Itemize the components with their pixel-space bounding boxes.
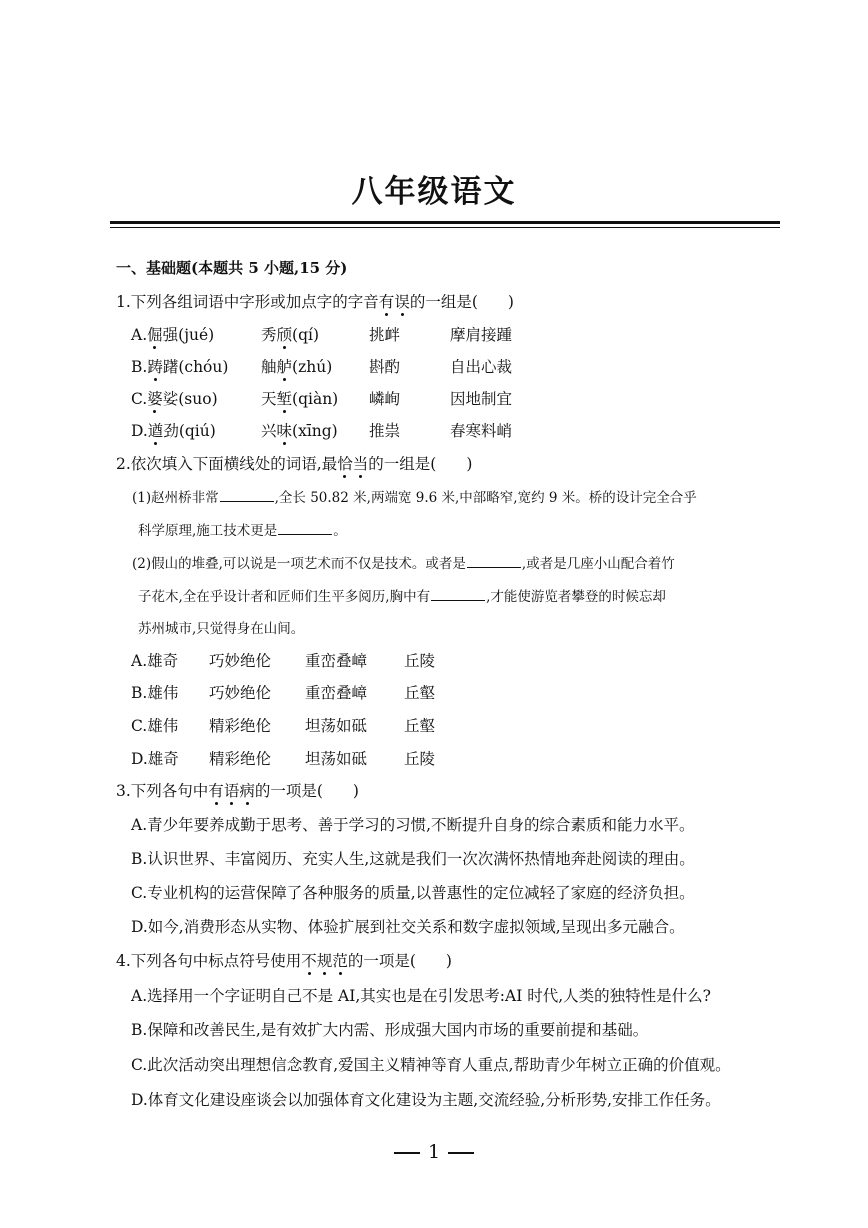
fill-blank-1: [220, 487, 274, 502]
question-2-passage-2-line-2: [138, 586, 666, 607]
q1-option-word-4: 春寒料峭: [450, 422, 513, 440]
question-2-passage-1-line-2: [138, 520, 347, 541]
q1-option-word-1: B.踌躇(chóu): [131, 358, 229, 376]
question-3-option-c: C.专业机构的运营保障了各种服务的质量,以普惠性的定位减轻了家庭的经济负担。: [131, 884, 695, 902]
question-2-text-after: 的一组是(: [368, 455, 437, 473]
q1-option-word-4: 因地制宜: [450, 390, 513, 408]
title-rule-thick: [110, 221, 780, 224]
question-4-option-b: B.保障和改善民生,是有效扩大内需、形成强大国内市场的重要前提和基础。: [131, 1021, 649, 1039]
passage-1-text-d: 。: [333, 523, 347, 539]
q2-option-cell: 丘壑: [404, 684, 436, 702]
section-heading: 一、基础题(本题共 5 小题,15 分): [116, 259, 348, 277]
q1-option-word-1: A.倔强(jué): [131, 326, 215, 344]
q2-option-cell: C.雄伟: [131, 717, 179, 735]
q1-option-word-3: 推祟: [369, 422, 401, 440]
q2-option-cell: 丘壑: [404, 717, 436, 735]
q2-option-cell: 重峦叠嶂: [305, 652, 368, 670]
question-3-option-b: B.认识世界、丰富阅历、充实人生,这就是我们一次次满怀热情地奔赴阅读的理由。: [131, 850, 695, 868]
passage-2-text-b: ,或者是几座小山配合着竹: [521, 556, 675, 572]
fill-blank-4: [431, 586, 485, 601]
q2-option-cell: 丘陵: [404, 750, 436, 768]
question-4-close: ): [445, 952, 452, 970]
question-2-passage-2-line-1: [132, 553, 675, 574]
passage-1-text-c: 科学原理,施工技术更是: [138, 523, 278, 539]
q2-option-cell: 坦荡如砥: [305, 717, 368, 735]
q1-option-word-1: D.遒劲(qiú): [131, 422, 216, 440]
question-3-close: ): [352, 782, 359, 800]
q2-option-cell: 丘陵: [404, 652, 436, 670]
page-number: 1: [427, 1141, 441, 1163]
footer-dash-left: [394, 1152, 420, 1154]
q2-option-cell: 坦荡如砥: [305, 750, 368, 768]
q1-option-word-1: C.婆娑(suo): [131, 390, 218, 408]
passage-1-text-a: (1)赵州桥非常: [132, 490, 219, 506]
question-4-option-a: A.选择用一个字证明自己不是 AI,其实也是在引发思考:AI 时代,人类的独特性是什么?: [131, 987, 711, 1005]
fill-blank-3: [467, 553, 521, 568]
footer-dash-right: [448, 1152, 474, 1154]
question-1-dotted: 有误: [378, 293, 410, 311]
q1-option-word-2: 秀颀(qí): [261, 326, 320, 344]
question-4-option-c: C.此次活动突出理想信念教育,爱国主义精神等育人重点,帮助青少年树立正确的价值观。: [131, 1056, 731, 1074]
fill-blank-2: [278, 520, 332, 535]
question-4-text-after: 的一项是(: [347, 952, 416, 970]
question-3-option-a: A.青少年要养成勤于思考、善于学习的习惯,不断提升自身的综合素质和能力水平。: [131, 816, 695, 834]
question-4-dotted: 不规范: [301, 952, 348, 970]
passage-1-text-b: ,全长 50.82 米,两端宽 9.6 米,中部略窄,宽约 9 米。桥的设计完全合乎: [274, 490, 697, 506]
q1-option-word-4: 自出心裁: [450, 358, 513, 376]
q2-option-cell: 巧妙绝伦: [209, 652, 272, 670]
question-4-option-d: D.体育文化建设座谈会以加强体育文化建设为主题,交流经验,分析形势,安排工作任务。: [131, 1091, 721, 1109]
question-4: [116, 951, 452, 971]
q1-option-word-4: 摩肩接踵: [450, 326, 513, 344]
q1-option-word-2: 舳舻(zhú): [261, 358, 333, 376]
question-4-text-before: 4.下列各句中标点符号使用: [116, 952, 302, 970]
question-2-passage-1-line-1: [132, 487, 697, 508]
q2-option-cell: 巧妙绝伦: [209, 684, 272, 702]
question-3-text-before: 3.下列各句中: [116, 782, 209, 800]
question-3: [116, 781, 359, 801]
q2-option-cell: 重峦叠嶂: [305, 684, 368, 702]
page-title: 八年级语文: [351, 174, 517, 210]
question-3-text-after: 的一项是(: [254, 782, 323, 800]
question-1-close: ): [507, 293, 514, 311]
question-2-close: ): [466, 455, 473, 473]
passage-2-text-a: (2)假山的堆叠,可以说是一项艺术而不仅是技术。或者是: [132, 556, 466, 572]
q1-option-word-2: 天堑(qiàn): [261, 390, 339, 408]
passage-2-text-c: 子花木,全在乎设计者和匠师们生平多阅历,胸中有: [138, 589, 431, 605]
q2-option-cell: 精彩绝伦: [209, 717, 272, 735]
q1-option-word-3: 嶙峋: [369, 390, 401, 408]
question-2-dotted: 恰当: [337, 455, 369, 473]
q2-option-cell: 精彩绝伦: [209, 750, 272, 768]
q2-option-cell: B.雄伟: [131, 684, 179, 702]
q1-option-word-3: 斟酌: [369, 358, 401, 376]
q2-option-cell: D.雄奇: [131, 750, 179, 768]
question-1-text-before: 1.下列各组词语中字形或加点字的字音: [116, 293, 379, 311]
page-number-footer: [0, 1141, 868, 1163]
question-2-passage-2-line-3: 苏州城市,只觉得身在山间。: [138, 621, 305, 637]
q2-option-cell: A.雄奇: [131, 652, 179, 670]
passage-2-text-d: ,才能使游览者攀登的时候忘却: [486, 589, 666, 605]
question-3-dotted: 有语病: [208, 782, 255, 800]
title-rule-thin: [110, 227, 780, 228]
q1-option-word-2: 兴味(xīng): [261, 422, 338, 440]
question-1-text-after: 的一组是(: [409, 293, 478, 311]
question-3-option-d: D.如今,消费形态从实物、体验扩展到社交关系和数字虚拟领域,呈现出多元融合。: [131, 918, 685, 936]
question-2: [116, 454, 472, 474]
question-2-text-before: 2.依次填入下面横线处的词语,最: [116, 455, 338, 473]
question-1: [116, 292, 514, 312]
q1-option-word-3: 挑衅: [369, 326, 401, 344]
